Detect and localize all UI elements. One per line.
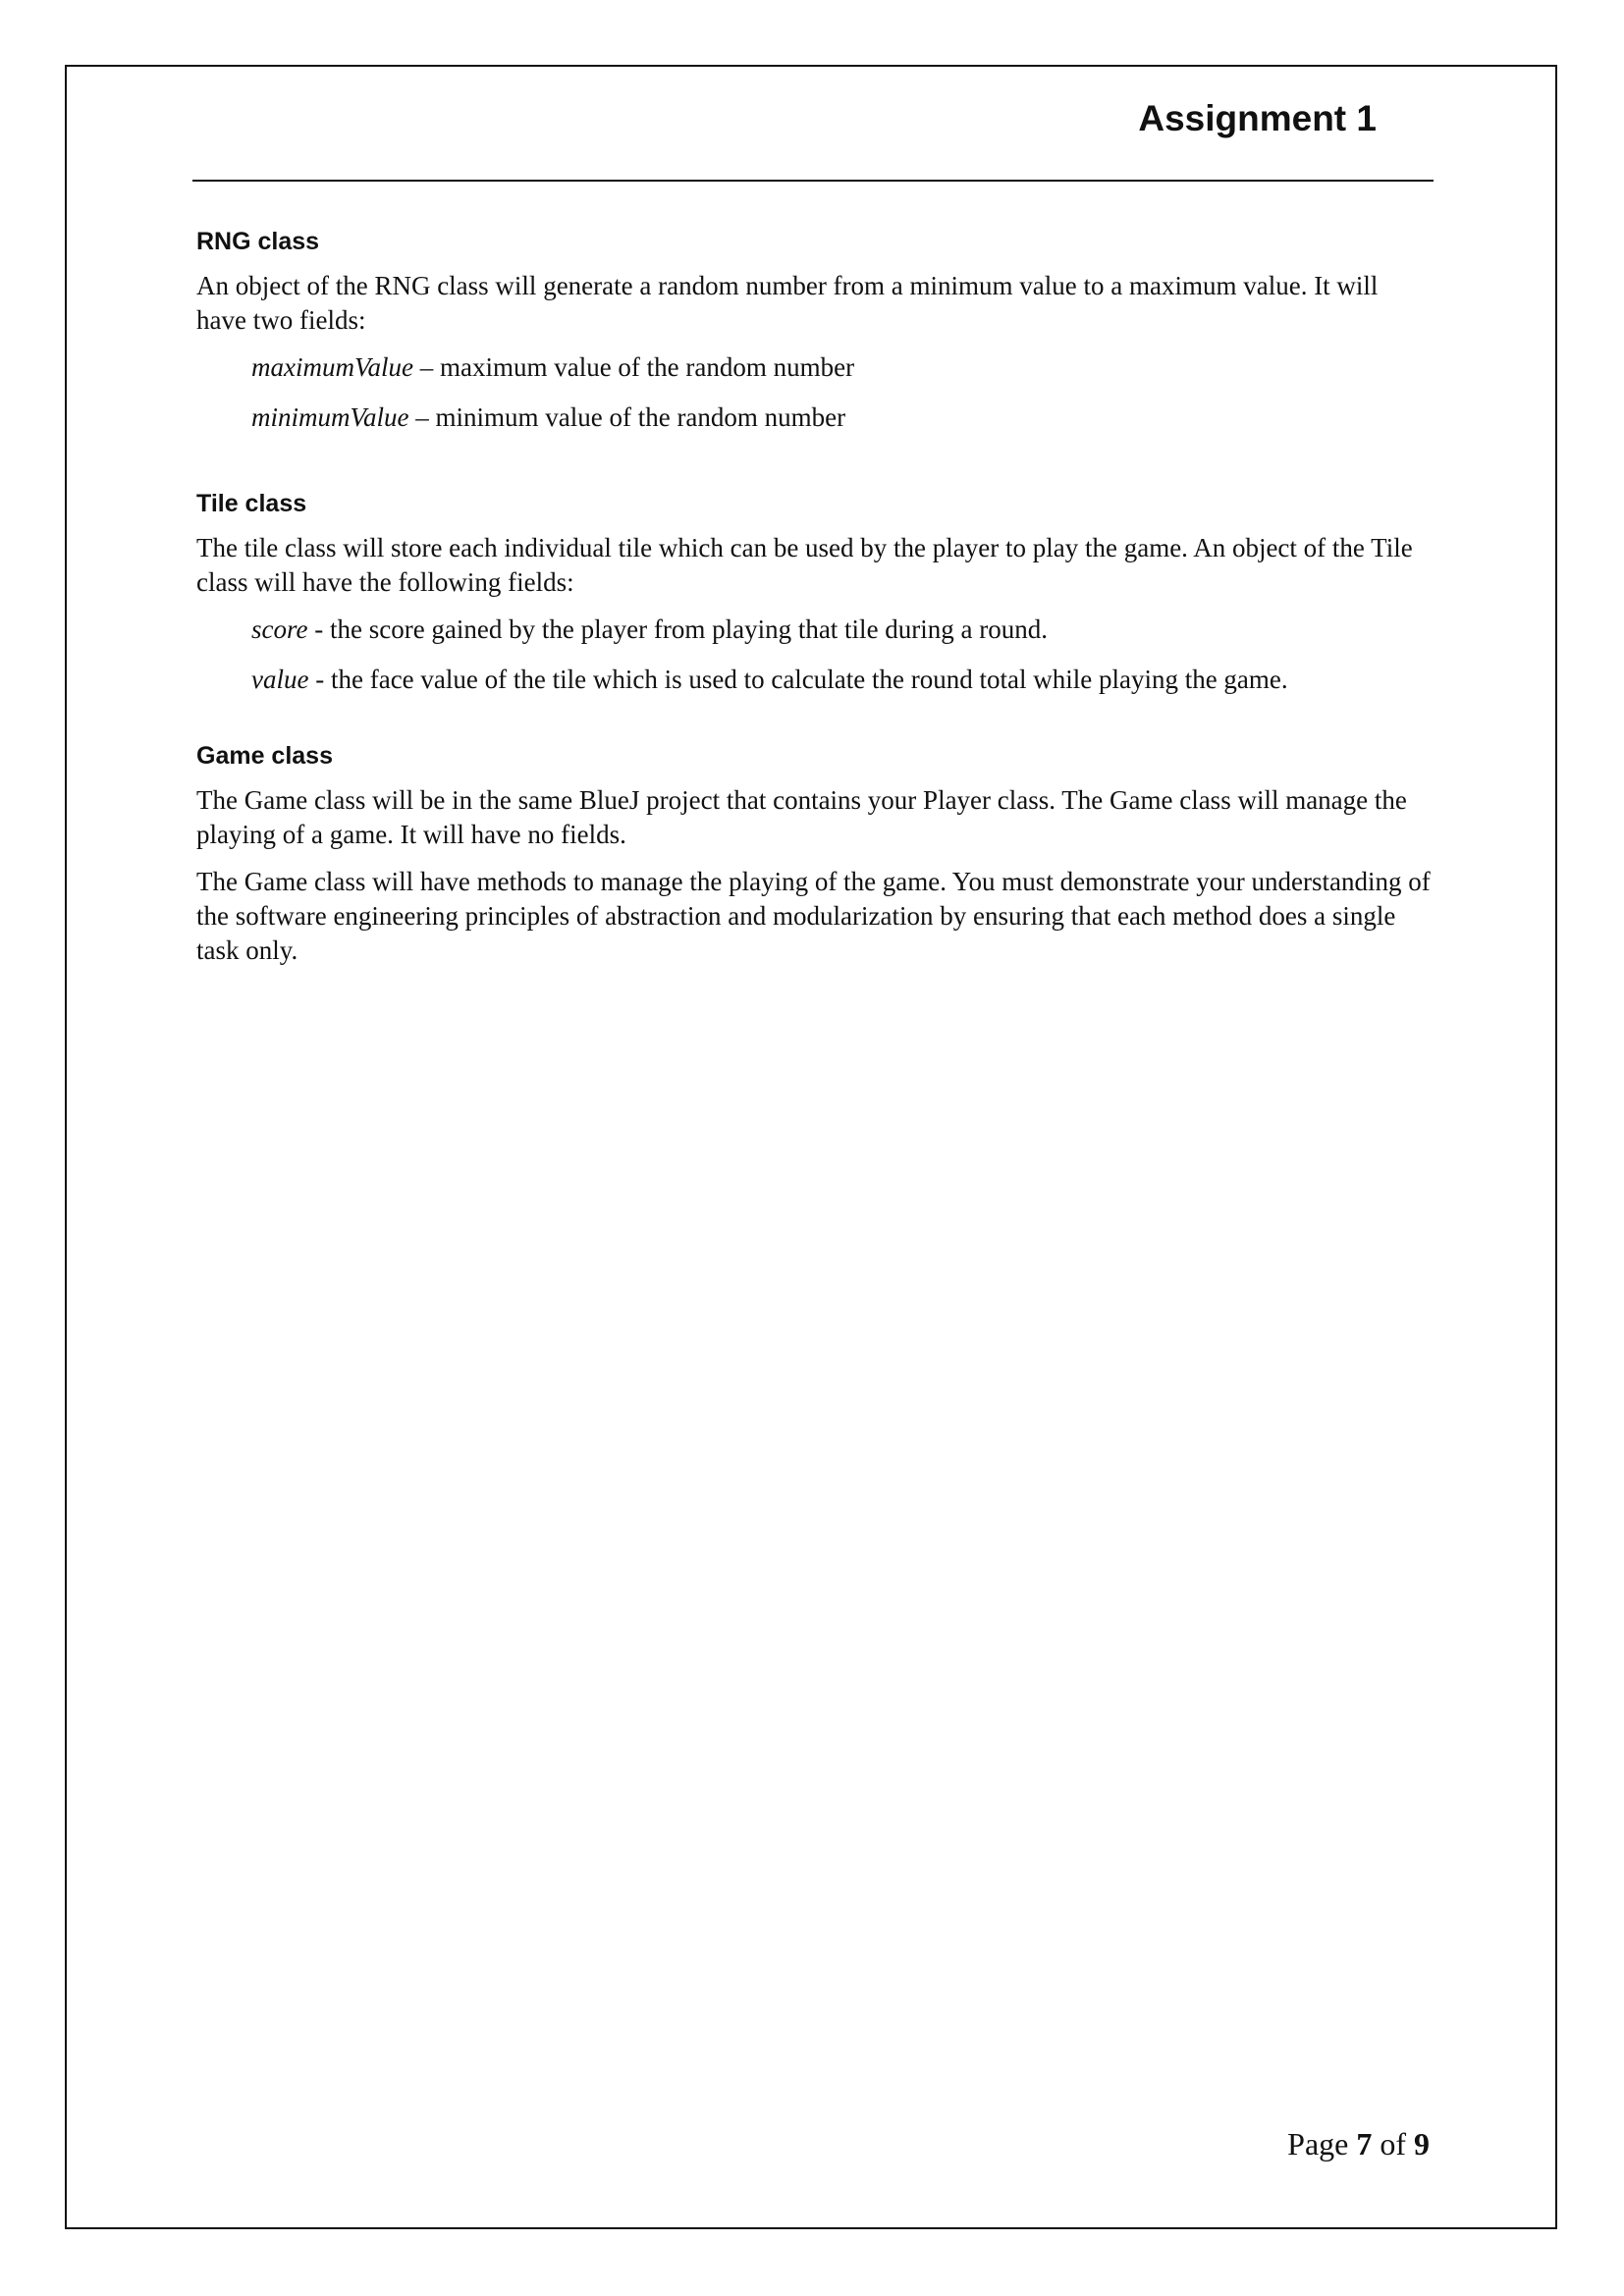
field-item [251,663,1434,697]
field-item [251,350,1434,385]
tile-class-intro: The tile class will store each individual tile which can be used by the player to play the game. An object of the Tile class will have the following fields: [196,533,1413,597]
field-item [251,613,1434,647]
game-class-section [196,736,1434,968]
rng-class-section [196,222,1434,435]
field-name: value [251,665,309,694]
field-description: minimum value of the random number [435,402,846,432]
document-body [196,222,1434,1007]
field-description: the score gained by the player from playing that tile during a round. [329,614,1049,644]
game-class-heading: Game class [196,742,333,770]
field-name: score [251,614,308,644]
field-name: maximumValue [251,352,413,382]
field-separator: – [412,352,440,382]
tile-class-section [196,484,1434,697]
rng-class-intro: An object of the RNG class will generate a random number from a minimum value to a maximum value. It will have two fields: [196,271,1379,335]
field-description: the face value of the tile which is used to calculate the round total while playing the game. [330,665,1288,694]
field-item [251,400,1434,435]
of-label: of [1380,2126,1406,2162]
document-title: Assignment 1 [1138,98,1377,138]
total-pages: 9 [1414,2126,1430,2162]
field-separator: - [308,665,331,694]
page-number [1080,2126,1430,2163]
field-name: minimumValue [251,402,409,432]
current-page: 7 [1356,2126,1373,2162]
header-divider [192,180,1434,182]
rng-class-heading: RNG class [196,228,320,255]
field-separator: – [408,402,436,432]
page-label: Page [1287,2126,1349,2162]
tile-class-heading: Tile class [196,490,307,517]
field-description: maximum value of the random number [439,352,855,382]
game-class-paragraph: The Game class will have methods to manage the playing of the game. You must demonstrate your understanding of the software engineering principles of abstraction and modularization by ensuring that each method does a single task only. [196,867,1431,965]
field-separator: - [307,614,330,644]
game-class-paragraph: The Game class will be in the same BlueJ project that contains your Player class. The Game class will manage the playing of a game. It will have no fields. [196,785,1407,849]
